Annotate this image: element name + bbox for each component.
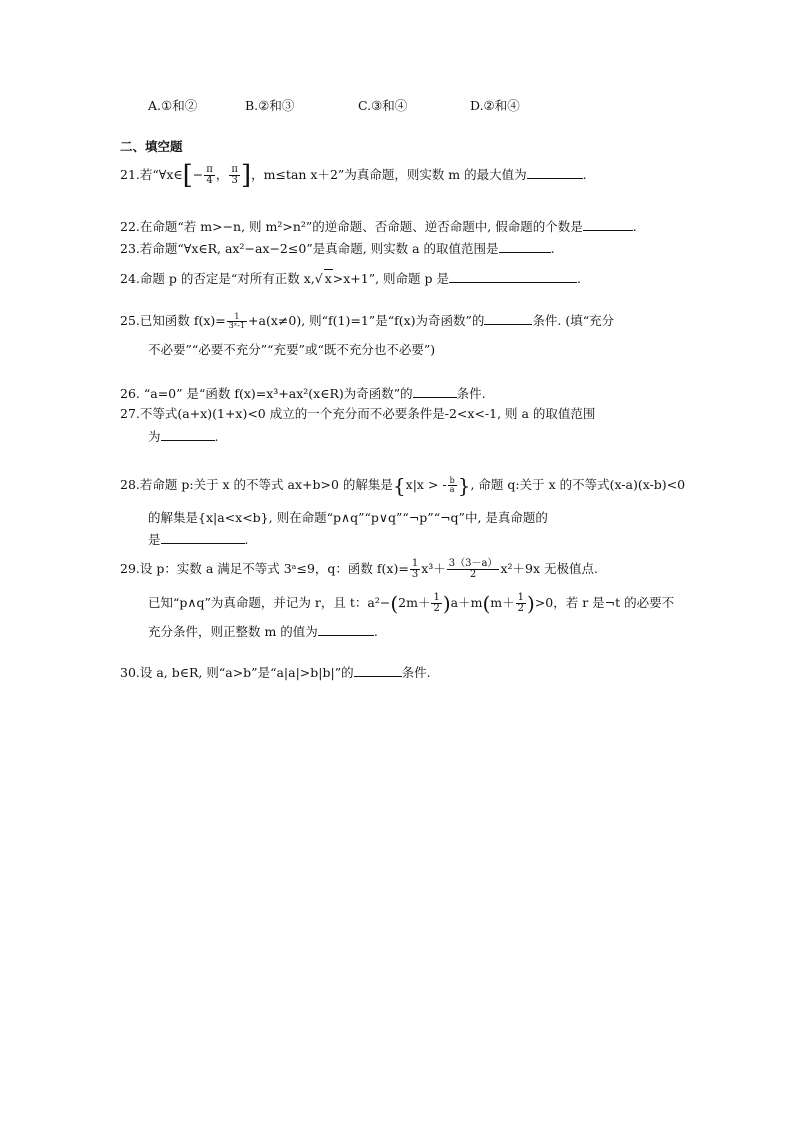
question-26: 26. “a=0” 是“函数 f(x)=x³+ax²(x∈R)为奇函数”的 条件. [120, 383, 486, 403]
fraction: $\frac{1}{3}$ [411, 558, 419, 580]
option-d: D.②和④ [470, 98, 520, 113]
question-28-line3: 是 . [148, 529, 249, 549]
answer-blank[interactable] [499, 238, 551, 253]
answer-blank[interactable] [484, 310, 532, 325]
question-29-line3: 充分条件，则正整数 m 的值为 . [148, 621, 378, 641]
question-29-line2: 已知“p∧q”为真命题，并记为 r，且 t：a²−(2m＋ $\frac{1}{2}$ )a＋m(m＋ $\frac{1}{2}$ )>0，若 r 是¬t 的必要不 [148, 591, 675, 616]
question-28: 28.若命题 p:关于 x 的不等式 ax+b>0 的解集是{x|x > - $\frac{b}{a}$ }, 命题 q:关于 x 的不等式(x-a)(x-b)<0 [120, 473, 686, 498]
fraction: $\frac{1}{2}$ [433, 592, 440, 614]
answer-blank[interactable] [354, 662, 402, 677]
answer-blank[interactable] [413, 383, 457, 398]
answer-blank[interactable] [449, 268, 577, 283]
question-27-line2: 为 . [148, 426, 219, 446]
answer-blank[interactable] [527, 164, 583, 179]
answer-blank[interactable] [161, 529, 245, 544]
answer-blank[interactable] [583, 216, 633, 231]
question-24: 24.命题 p 的否定是“对所有正数 x,√ x>x+1”, 则命题 p 是 . [120, 268, 581, 288]
section-title: 二、填空题 [120, 139, 183, 154]
answer-blank[interactable] [161, 426, 215, 441]
question-25: 25.已知函数 f(x)= $\frac{1}{\text{3ˣ-1}}$ +a(x≠0), 则“f(1)=1”是“f(x)为奇函数”的 条件. (填“充分 [120, 312, 615, 330]
question-30: 30.设 a, b∈R, 则“a>b”是“a|a|>b|b|”的 条件. [120, 662, 431, 682]
question-21: 21.若“∀x∈[− $\frac{\pi}{4}$ ， $\frac{\pi}{3}$ ]，m≤tan x＋2”为真命题，则实数 m 的最大值为 . [120, 160, 587, 191]
fraction: $\frac{b}{a}$ [449, 476, 455, 494]
answer-blank[interactable] [318, 621, 374, 636]
question-28-line2: 的解集是{x|a<x<b}, 则在命题“p∧q”“p∨q”“¬p”“¬q”中, 是真命题的 [148, 510, 548, 525]
question-27: 27.不等式(a+x)(1+x)<0 成立的一个充分而不必要条件是-2<x<-1, 则 a 的取值范围 [120, 406, 596, 421]
option-b: B.②和③ [245, 98, 295, 113]
question-29: 29.设 p：实数 a 满足不等式 3ᵃ≤9，q：函数 f(x)= $\frac{1}{3}$ x³＋ $\frac{3(3-a)}{2}$ x²＋9x 无极值点. [120, 558, 598, 580]
option-a: A.①和② [148, 98, 198, 113]
fraction: $\frac{1}{\text{3ˣ-1}}$ [228, 312, 246, 330]
question-25-line2: 不必要”“必要不充分”“充要”或“既不充分也不必要”) [148, 342, 436, 357]
question-23: 23.若命题“∀x∈R, ax²−ax−2≤0”是真命题, 则实数 a 的取值范围是 . [120, 238, 555, 258]
fraction: $\frac{\pi}{3}$ [231, 164, 238, 186]
option-c: C.③和④ [358, 98, 408, 113]
fraction: $\frac{1}{2}$ [517, 592, 524, 614]
fraction: $\frac{3(3-a)}{2}$ [448, 558, 498, 580]
question-22: 22.在命题“若 m>−n, 则 m²>n²”的逆命题、否命题、逆否命题中, 假命题的个数是 . [120, 216, 637, 236]
fraction: $\frac{\pi}{4}$ [206, 164, 213, 186]
